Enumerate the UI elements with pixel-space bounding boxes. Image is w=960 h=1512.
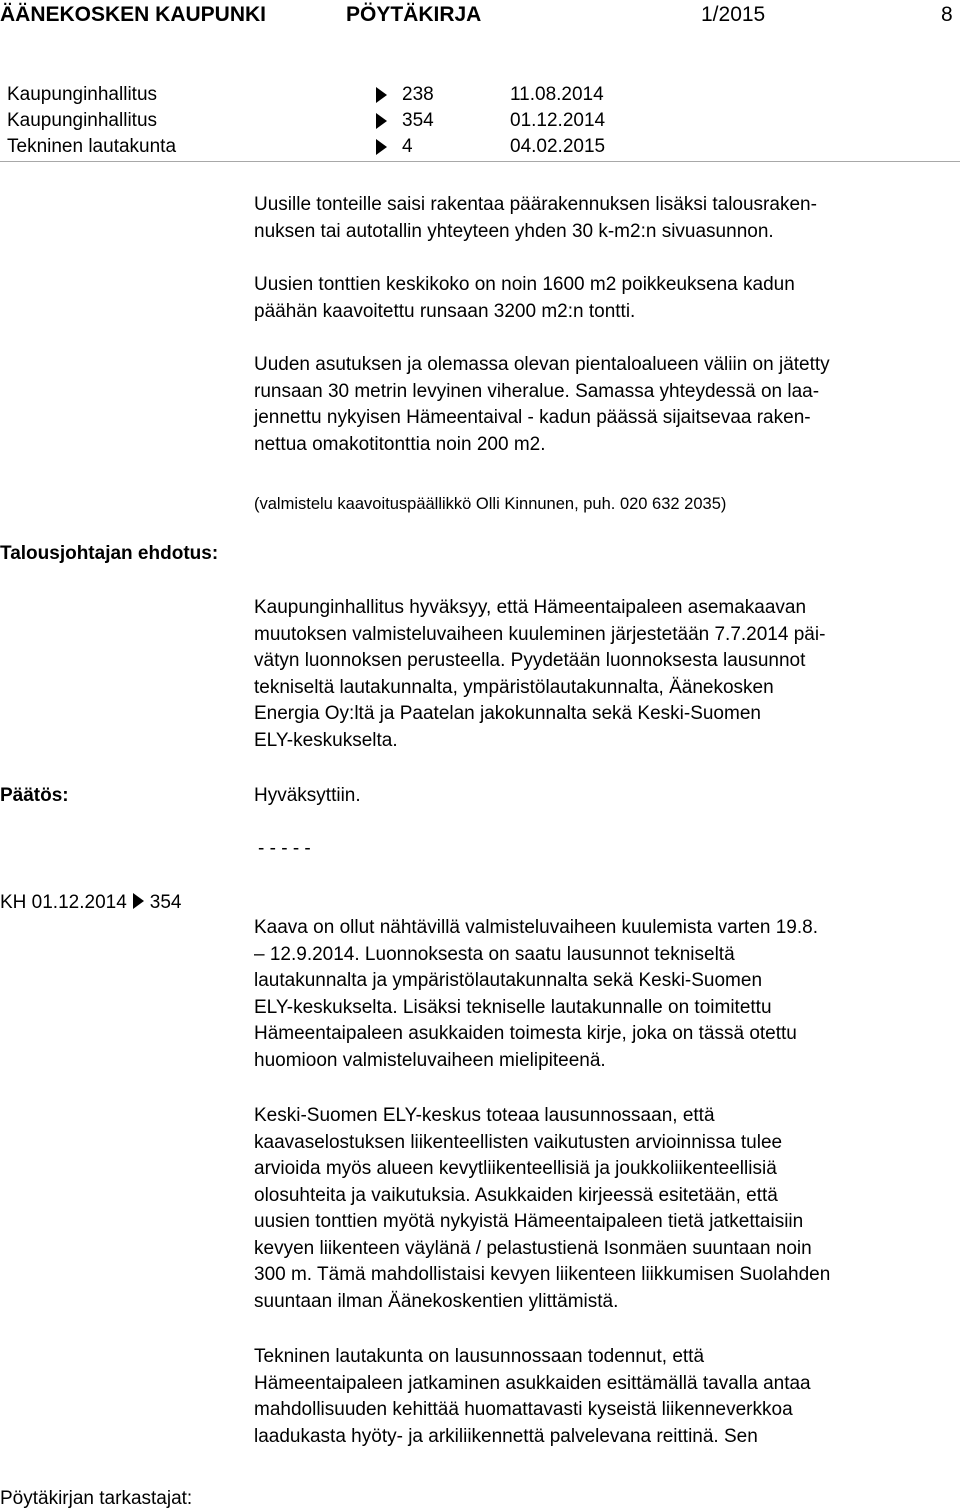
text-line: (valmistelu kaavoituspäällikkö Olli Kinnunen, puh. 020 632 2035) bbox=[254, 495, 727, 513]
text-line: 300 m. Tämä mahdollistaisi kevyen liikenteen liikkumisen Suolahden bbox=[254, 1264, 831, 1285]
text-line: ELY-keskukselta. Lisäksi tekniselle lautakunnalle on toimitettu bbox=[254, 996, 772, 1018]
text-line: Energia Oy:ltä ja Paatelan jakokunnalta sekä Keski-Suomen bbox=[254, 703, 761, 724]
text-line: päähän kaavoitettu runsaan 3200 m2:n tontti. bbox=[254, 300, 636, 322]
meeting-reference-row bbox=[0, 108, 960, 134]
document-header bbox=[0, 0, 960, 30]
footer-inspectors-label: Pöytäkirjan tarkastajat: bbox=[0, 1488, 193, 1509]
text-line: Hyväksyttiin. bbox=[254, 785, 361, 806]
text-line: kaavaselostuksen liikenteellisten vaikutusten arvioinnissa tulee bbox=[254, 1131, 783, 1153]
text-line: laadukasta hyöty- ja arkiliikennettä palvelevana reittinä. Sen bbox=[254, 1425, 758, 1447]
text-line: jennettu nykyisen Hämeentaival - kadun päässä sijaitsevaa raken- bbox=[254, 407, 811, 428]
meeting-date: 04.02.2015 bbox=[510, 136, 606, 157]
header-divider bbox=[0, 161, 960, 162]
meeting-reference-row bbox=[0, 82, 960, 108]
paragraph-green-area bbox=[254, 352, 954, 458]
text-line: Kaava on ollut nähtävillä valmisteluvaiheen kuulemista varten 19.8. bbox=[254, 917, 818, 938]
text-line: Tekninen lautakunta on lausunnossaan todennut, että bbox=[254, 1346, 705, 1367]
text-line: nuksen tai autotallin yhteyteen yhden 30 k-m2:n sivuasunnon. bbox=[254, 220, 774, 242]
kh-paragraph-hearing bbox=[254, 915, 954, 1074]
kh-reference-date: KH 01.12.2014 bbox=[0, 892, 127, 913]
text-line: Kaupunginhallitus hyväksyy, että Hämeentaipaleen asemakaavan bbox=[254, 597, 807, 618]
text-line: vätyn luonnoksen perusteella. Pyydetään luonnoksesta lausunnot bbox=[254, 650, 806, 671]
document-number: 1/2015 bbox=[701, 3, 766, 26]
text-line: suuntaan ilman Äänekoskentien ylittämistä. bbox=[254, 1290, 619, 1312]
page-number: 8 bbox=[941, 3, 953, 26]
text-line: huomioon valmisteluvaiheen mielipiteenä. bbox=[254, 1049, 606, 1071]
body-name: Kaupunginhallitus bbox=[7, 84, 158, 105]
text-line: Uuden asutuksen ja olemassa olevan pientaloalueen väliin on jätetty bbox=[254, 354, 830, 375]
arrow-icon bbox=[376, 82, 387, 111]
text-line: lautakunnalta ja ympäristölautakunnalta sekä Keski-Suomen bbox=[254, 970, 763, 991]
arrow-icon bbox=[376, 134, 387, 163]
city-name: ÄÄNEKOSKEN KAUPUNKI bbox=[0, 3, 267, 26]
meeting-references bbox=[0, 82, 960, 160]
proposal-label: Talousjohtajan ehdotus: bbox=[0, 543, 219, 564]
text-line: runsaan 30 metrin levyinen viheralue. Samassa yhteydessä on laa- bbox=[254, 380, 820, 402]
kh-paragraph-ely bbox=[254, 1103, 954, 1315]
document-type: PÖYTÄKIRJA bbox=[346, 3, 482, 26]
text-line: tekniseltä lautakunnalta, ympäristölautakunnalta, Äänekosken bbox=[254, 676, 774, 698]
text-line: mahdollisuuden kehittää huomattavasti kyseistä liikenneverkkoa bbox=[254, 1399, 793, 1420]
text-line: olosuhteita ja vaikutuksia. Asukkaiden kirjeessä esitetään, että bbox=[254, 1184, 778, 1206]
meeting-date: 01.12.2014 bbox=[510, 110, 606, 131]
text-line: muutoksen valmisteluvaiheen kuuleminen järjestetään 7.7.2014 päi- bbox=[254, 623, 826, 645]
section-separator bbox=[258, 836, 958, 863]
meeting-date: 11.08.2014 bbox=[510, 84, 604, 105]
kh-reference-item: 354 bbox=[149, 892, 182, 913]
arrow-icon bbox=[376, 108, 387, 137]
text-line: Keski-Suomen ELY-keskus toteaa lausunnossaan, että bbox=[254, 1105, 715, 1126]
text-line: Hämeentaipaleen jatkaminen asukkaiden esittämällä tavalla antaa bbox=[254, 1372, 811, 1394]
text-line: Uusien tonttien keskikoko on noin 1600 m2 poikkeuksena kadun bbox=[254, 274, 795, 295]
text-line: – 12.9.2014. Luonnoksesta on saatu lausunnot tekniseltä bbox=[254, 943, 735, 965]
body-name: Kaupunginhallitus bbox=[7, 110, 158, 131]
body-name: Tekninen lautakunta bbox=[7, 136, 177, 157]
item-number: 354 bbox=[402, 110, 434, 131]
kh-reference bbox=[0, 890, 181, 916]
paragraph-plot-size bbox=[254, 272, 954, 325]
preparer-note bbox=[254, 491, 954, 518]
item-number: 238 bbox=[402, 84, 434, 105]
text-line: Hämeentaipaleen asukkaiden toimesta kirje, joka on tässä otettu bbox=[254, 1023, 797, 1044]
meeting-reference-row bbox=[0, 134, 960, 160]
text-line: ELY-keskukselta. bbox=[254, 729, 398, 751]
text-line: kevyen liikenteen väylänä / pelastustienä Isonmäen suuntaan noin bbox=[254, 1237, 812, 1259]
item-number: 4 bbox=[402, 136, 413, 157]
proposal-text bbox=[254, 595, 954, 754]
text-line: Uusille tonteille saisi rakentaa päärakennuksen lisäksi talousraken- bbox=[254, 194, 817, 215]
arrow-icon bbox=[133, 893, 144, 909]
decision-text bbox=[254, 783, 954, 810]
paragraph-secondary-dwelling bbox=[254, 192, 954, 245]
text-line: nettua omakotitonttia noin 200 m2. bbox=[254, 433, 546, 455]
text-line: - - - - - bbox=[258, 838, 311, 859]
text-line: uusien tonttien myötä nykyistä Hämeentaipaleen tietä jatkettaisiin bbox=[254, 1211, 804, 1232]
text-line: arvioida myös alueen kevytliikenteellisiä ja joukkoliikenteellisiä bbox=[254, 1158, 777, 1179]
kh-paragraph-technical-board bbox=[254, 1344, 954, 1450]
decision-label: Päätös: bbox=[0, 785, 69, 806]
